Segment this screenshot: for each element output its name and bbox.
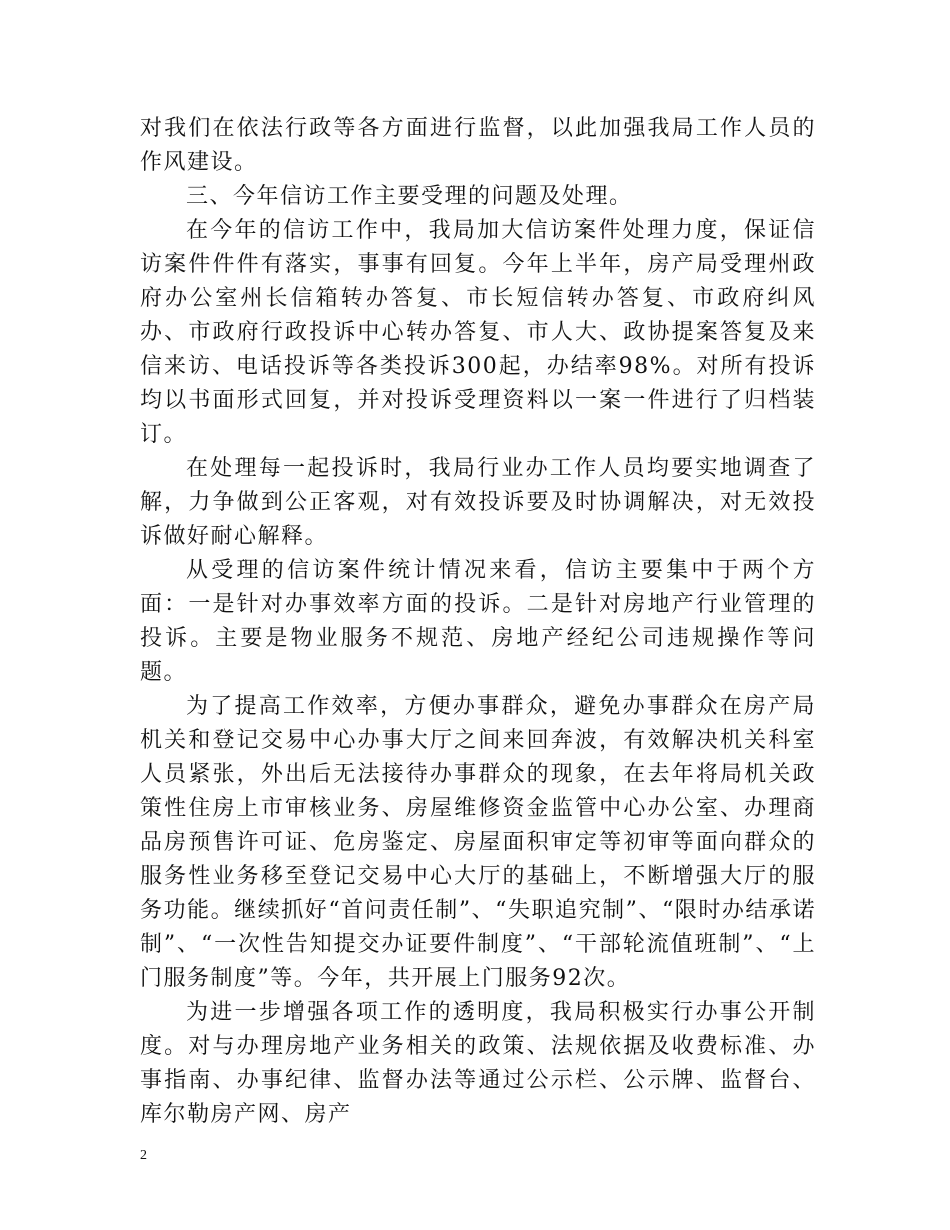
section-heading: 三、今年信访工作主要受理的问题及处理。 [186,184,633,209]
paragraph-continuation: 对我们在依法行政等各方面进行监督，以此加强我局工作人员的作风建设。 [140,116,816,175]
document-body [140,112,816,1132]
paragraph: 为进一步增强各项工作的透明度，我局积极实行办事公开制度。对与办理房地产业务相关的政策、法规依据及收费标准、办事指南、办事纪律、监督办法等通过公示栏、公示牌、监督台、库尔勒房产网、房产 [140,1000,816,1127]
paragraph: 在处理每一起投诉时，我局行业办工作人员均要实地调查了解，力争做到公正客观，对有效投诉要及时协调解决，对无效投诉做好耐心解释。 [140,456,816,549]
paragraph: 为了提高工作效率，方便办事群众，避免办事群众在房产局机关和登记交易中心办事大厅之间来回奔波，有效解决机关科室人员紧张，外出后无法接待办事群众的现象，在去年将局机关政策性住房上市审核业务、房屋维修资金监管中心办公室、办理商品房预售许可证、危房鉴定、房屋面积审定等初审等面向群众的服务性业务移至登记交易中心大厅的基础上，不断增强大厅的服务功能。继续抓好“首问责任制”、“失职追究制”、“限时办结承诺制”、“一次性告知提交办证要件制度”、“干部轮流值班制”、“上门服务制度”等。今年，共开展上门服务92次。 [140,694,816,991]
page-number: 2 [140,1148,147,1163]
paragraph: 从受理的信访案件统计情况来看，信访主要集中于两个方面：一是针对办事效率方面的投诉。二是针对房地产行业管理的投诉。主要是物业服务不规范、房地产经纪公司违规操作等问题。 [140,558,816,685]
paragraph: 在今年的信访工作中，我局加大信访案件处理力度，保证信访案件件件有落实，事事有回复。今年上半年，房产局受理州政府办公室州长信箱转办答复、市长短信转办答复、市政府纠风办、市政府行政投诉中心转办答复、市人大、政协提案答复及来信来访、电话投诉等各类投诉300起，办结率98%。对所有投诉均以书面形式回复，并对投诉受理资料以一案一件进行了归档装订。 [140,218,816,447]
